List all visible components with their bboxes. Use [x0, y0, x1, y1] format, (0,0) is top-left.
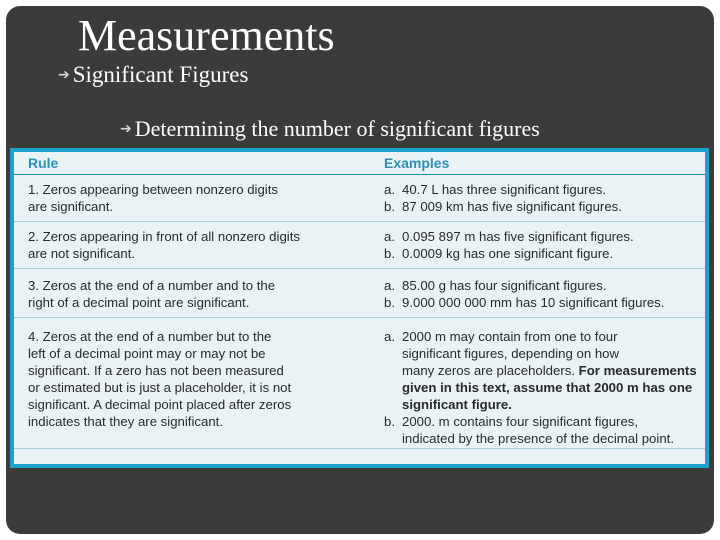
example-letter: a.	[384, 182, 395, 197]
table-header	[14, 152, 705, 175]
rule-text: 3. Zeros at the end of a number and to the right of a decimal point are significant.	[28, 278, 276, 310]
example-item	[384, 245, 704, 262]
bullet-arrow-icon: ➔	[120, 121, 132, 137]
header-examples: Examples	[384, 155, 450, 171]
example-letter: a.	[384, 229, 395, 244]
bullet-determining	[120, 116, 540, 142]
header-rule: Rule	[28, 155, 59, 171]
bullet-arrow-icon: ➔	[58, 67, 70, 83]
example-letter: b.	[384, 246, 395, 261]
slide	[6, 6, 714, 534]
examples-cell	[384, 328, 704, 447]
examples-cell	[384, 228, 704, 262]
example-letter: a.	[384, 329, 395, 344]
table-row	[14, 175, 705, 222]
example-text: 2000. m contains four significant figures, indicated by the presence of the decimal point.	[402, 414, 674, 446]
table-row	[14, 222, 705, 269]
example-text: 0.0009 kg has one significant figure.	[402, 246, 614, 261]
example-text: 87 009 km has five significant figures.	[402, 199, 622, 214]
table-row	[14, 269, 705, 318]
example-item	[384, 413, 704, 447]
bullet-significant-figures	[58, 62, 248, 88]
example-item	[384, 277, 704, 294]
example-text: 40.7 L has three significant figures.	[402, 182, 607, 197]
slide-title: Measurements	[78, 11, 335, 60]
example-item	[384, 198, 704, 215]
examples-cell	[384, 277, 704, 311]
example-letter: a.	[384, 278, 395, 293]
rule-text: 1. Zeros appearing between nonzero digits are significant.	[28, 182, 278, 214]
examples-cell	[384, 181, 704, 215]
table-row	[14, 318, 705, 449]
example-text: 85.00 g has four significant figures.	[402, 278, 607, 293]
example-item	[384, 228, 704, 245]
example-letter: b.	[384, 295, 395, 310]
example-item	[384, 328, 704, 413]
example-bold-note: For measurements given in this text, assume that 2000 m has one significant figure.	[402, 363, 697, 412]
example-letter: b.	[384, 199, 395, 214]
bullet-text: Significant Figures	[72, 62, 249, 87]
example-text: 0.095 897 m has five significant figures.	[402, 229, 634, 244]
example-item	[384, 294, 704, 311]
example-text: 2000 m may contain from one to four significant figures, depending on how many zeros are placeholders.	[402, 329, 620, 378]
example-item	[384, 181, 704, 198]
example-text: 9.000 000 000 mm has 10 significant figures.	[402, 295, 665, 310]
rule-text: 2. Zeros appearing in front of all nonzero digits are not significant.	[28, 229, 300, 261]
bullet-text: Determining the number of significant figures	[134, 116, 540, 141]
rules-table	[10, 148, 709, 468]
rule-text: 4. Zeros at the end of a number but to the left of a decimal point may or may not be significant. If a zero has not been measured or estimated but is just a placeholder, it is not significant. A decimal point placed after zeros indicates that they are significant.	[28, 329, 292, 429]
example-letter: b.	[384, 414, 395, 429]
